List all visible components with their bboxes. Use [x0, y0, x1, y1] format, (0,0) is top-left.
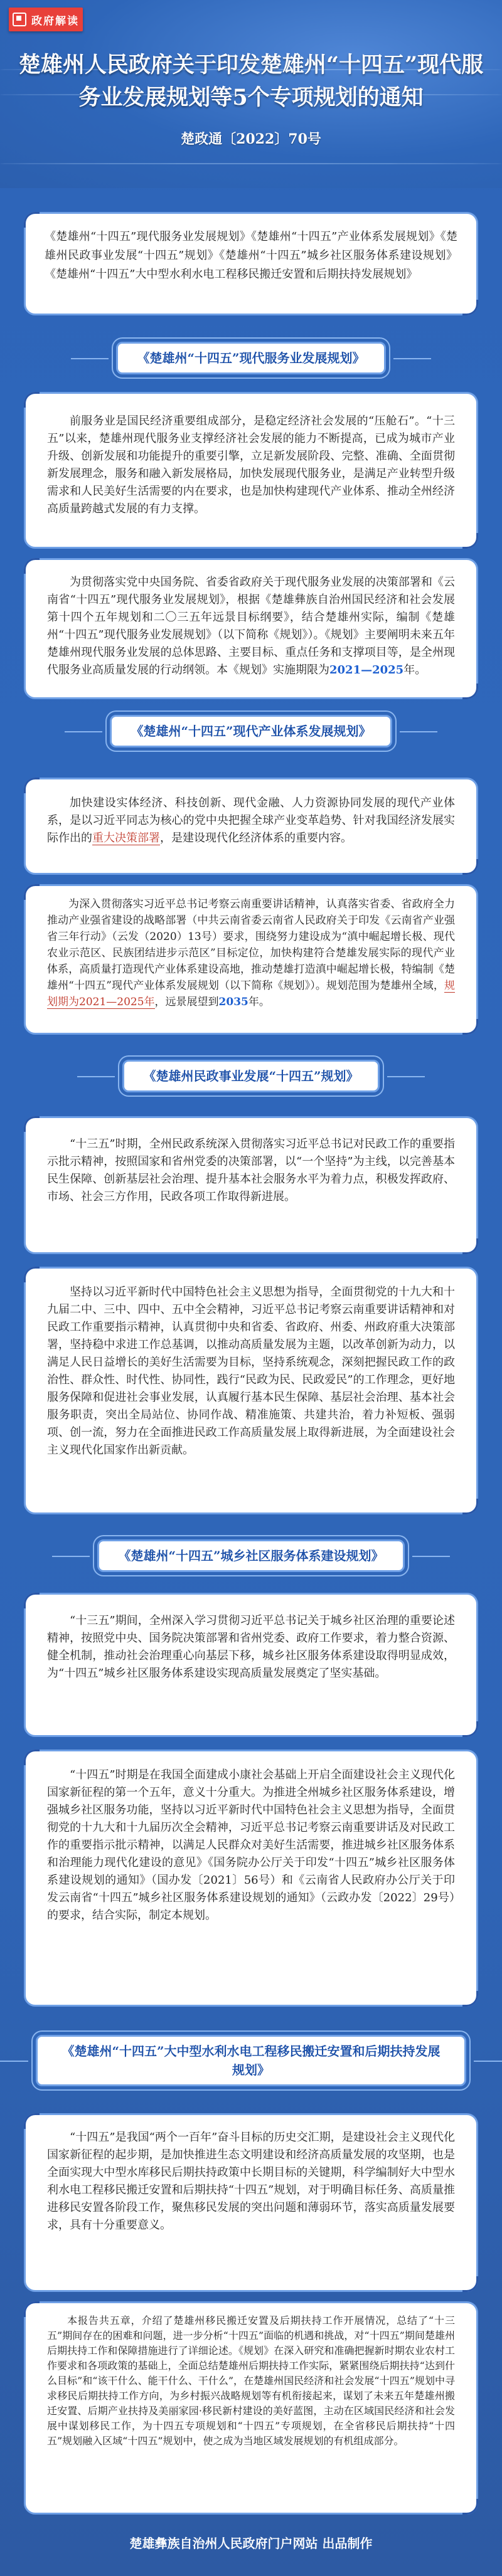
section-4-card-a [24, 1593, 478, 1737]
badge [9, 8, 83, 31]
section-3-card-a [24, 1116, 478, 1254]
document-icon [13, 13, 26, 26]
section-5-para-2: 本报告共五章，介绍了楚雄州移民搬迁安置及后期扶持工作开展情况，总结了“十三五”期间存在的困难和问题，进一步分析“十四五”面临的机遇和挑战，对“十四五”期间楚雄州后期扶持工作和保障措施进行了详细论述。《规划》在深入研究和准确把握新时期农业农村工作要求和各项政策的基础上，全面总结楚雄州后期扶持工作实际，紧紧围绕后期扶持“达到什么目标”和“该干什么、能干什么、干什么”，在楚雄州国民经济和社会发展“十四五”规划中寻求移民后期扶持工作方向，为乡村振兴战略规划等有机衔接起来，谋划了未来五年楚雄州搬迁安置、后期产业扶持及美丽家园·移民新村建设的美好蓝图，主动在区域国民经济和社会发展中谋划移民工作，为十四五专项规划和“十四五”专项规划，在全省移民后期扶持“十四五”规划融入区域“十四五”规划中，使之成为当地区域发展规划的有机组成部分。 [47, 2315, 455, 2447]
section-2-card-a [24, 778, 478, 875]
section-2-card-b [24, 884, 478, 1035]
intro-text: 《楚雄州“十四五”现代服务业发展规划》《楚雄州“十四五”产业体系发展规划》《楚雄州民政事业发展“十四五”规划》《楚雄州“十四五”城乡社区服务体系建设规划》《楚雄州“十四五”大中型水利水电工程移民搬迁安置和后期扶持发展规划》 [45, 230, 457, 281]
section-3-heading-wrap [0, 1060, 502, 1092]
section-3-para-2: 坚持以习近平新时代中国特色社会主义思想为指导，全面贯彻党的十九大和十九届二中、三中、四中、五中全会精神，习近平总书记考察云南重要讲话精神和对民政工作重要指示精神，认真贯彻中央和省委、省政府、州委、州政府重大决策部署，坚持稳中求进工作总基调，以推动高质量发展为主题，以改革创新为动力，以满足人民日益增长的美好生活需要为目标，坚持系统观念，深刻把握民政工作的政治性、群众性、时代性、协同性，践行“民政为民、民政爱民”的工作理念，更好地服务保障和促进社会事业发展，认真履行基本民生保障、基层社会治理、基本社会服务职责，突出全局站位、协同作战、精准施策、共建共治，着力补短板、强弱项、创一流，努力在全面推进民政工作高质量发展上取得新进展，为全面建设社会主义现代化国家作出新贡献。 [47, 1285, 455, 1457]
section-3-para-1: “十三五”时期，全州民政系统深入贯彻落实习近平总书记对民政工作的重要指示批示精神，按照国家和省州党委的决策部署，以“一个坚持”为主线，以完善基本民生保障、创新基层社会治理、提升基本社会服务水平为着力点，积极发挥政府、市场、社会三方作用，民政各项工作取得新进展。 [47, 1138, 455, 1203]
section-1-title: 《楚雄州“十四五”现代服务业发展规划》 [116, 342, 385, 374]
period-highlight: 2021—2025 [329, 663, 404, 677]
doc-number: 楚政通〔2022〕70号 [181, 131, 321, 147]
section-5-card-b [24, 2301, 478, 2515]
badge-label: 政府解读 [31, 14, 79, 28]
section-5-title: 《楚雄州“十四五”大中型水利水电工程移民搬迁安置和后期扶持发展规划》 [36, 2035, 466, 2086]
section-4-para-2: “十四五”时期是在我国全面建成小康社会基础上开启全面建设社会主义现代化国家新征程的第一个五年，意义十分重大。为推进全州城乡社区服务体系建设，增强城乡社区服务功能，坚持以习近平新时代中国特色社会主义思想为指导，全面贯彻党的十九大和十九届历次全会精神，习近平总书记考察云南重要讲话及对民政工作的重要指示批示精神，以满足人民群众对美好生活需要，推进城乡社区服务体系和治理能力现代化建设的意见》《国务院办公厅关于印发“十四五”城乡社区服务体系建设规划的通知》（国办发〔2021〕56号）和《云南省人民政府办公厅关于印发云南省“十四五”城乡社区服务体系建设规划的通知》（云政办发〔2022〕29号）的要求，结合实际，制定本规划。 [47, 1768, 455, 1922]
footer-credit: 楚雄彝族自治州人民政府门户网站 出品制作 [129, 2536, 373, 2551]
section-1-para-1: 前服务业是国民经济重要组成部分，是稳定经济社会发展的“压舱石”。“十三五”以来，楚雄州现代服务业支撑经济社会发展的能力不断提高，已成为城市产业升级、创新发展和功能提升的重要引擎，立足新发展阶段、完整、准确、全面贯彻新发展理念，服务和融入新发展格局，加快发展现代服务业，是满足产业转型升级需求和人民美好生活需要的内在要求，也是加快构建现代产业体系、推动全州经济高质量跨越式发展的有力支撑。 [47, 414, 455, 515]
intro-card [24, 212, 478, 315]
section-5-para-1: “十四五”是我国“两个一百年”奋斗目标的历史交汇期，是建设社会主义现代化国家新征程的起步期，是加快推进生态文明建设和经济高质量发展的攻坚期，也是全面实现大中型水库移民后期扶持政策中长期目标的关键期，科学编制好大中型水利水电工程移民搬迁安置和后期扶持“十四五”规划，对于明确目标任务、高质量推进移民安置各阶段工作，聚焦移民发展的突出问题和薄弱环节，落实高质量发展要求，具有十分重要意义。 [47, 2131, 455, 2232]
section-2-title: 《楚雄州“十四五”现代产业体系发展规划》 [110, 715, 392, 747]
section-1-card-a [24, 392, 478, 549]
section-2-para-2: 为深入贯彻落实习近平总书记考察云南重要讲话精神，认真落实省委、省政府全力推动产业强省建设的战略部署（中共云南省委云南省人民政府关于印发《云南省产业强省三年行动》（云发（2020）13号）要求，围绕努力建设成为“滇中崛起增长极、现代农业示范区、民族团结进步示范区”目标定位，加快构建符合楚雄发展实际的现代产业体系，高质量打造现代产业体系建设高地，推动楚雄打造滇中崛起增长极，特编制《楚雄州“十四五”现代产业体系发展规划（以下简称《规划》）。规划范围为楚雄州全域，规划期为2021—2025年，远景展望到2035年。 [47, 898, 455, 1008]
section-3-card-b [24, 1267, 478, 1514]
section-4-card-b [24, 1750, 478, 2007]
page-title: 楚雄州人民政府关于印发楚雄州“十四五”现代服务业发展规划等5个专项规划的通知 [18, 52, 484, 110]
section-1-heading-wrap [0, 342, 502, 374]
section-3-title: 《楚雄州民政事业发展“十四五”规划》 [122, 1060, 379, 1092]
emphasis-decision: 重大决策部署 [92, 831, 160, 845]
section-2-para-1: 加快建设实体经济、科技创新、现代金融、人力资源协同发展的现代产业体系，是以习近平同志为核心的党中央把握全球产业变革趋势、针对我国经济发展实际作出的重大决策部署，是建设现代化经济体系的重要内容。 [47, 796, 455, 845]
section-1-para-2: 为贯彻落实党中央国务院、省委省政府关于现代服务业发展的决策部署和《云南省“十四五”现代服务业发展规划》，根据《楚雄彝族自治州国民经济和社会发展第十四个五年规划和二〇三五年远景目标纲要》，结合楚雄州实际，编制《楚雄州“十四五”现代服务业发展规划》（以下简称《规划》）。《规划》主要阐明未来五年楚雄州现代服务业发展的总体思路、主要目标、重点任务和支撑项目等，是全州现代服务业高质量发展的行动纲领。本《规划》实施期限为2021—2025年。 [47, 576, 455, 677]
period-highlight-2: 规划期为2021—2025年 [47, 979, 455, 1008]
section-4-heading-wrap [0, 1539, 502, 1572]
section-2-heading-wrap [0, 715, 502, 747]
year-highlight: 2035 [218, 996, 248, 1008]
section-4-title: 《楚雄州“十四五”城乡社区服务体系建设规划》 [97, 1539, 404, 1572]
section-5-heading-wrap [0, 2035, 502, 2086]
section-5-card-a [24, 2113, 478, 2292]
section-4-para-1: “十三五”期间，全州深入学习贯彻习近平总书记关于城乡社区治理的重要论述精神，按照党中央、国务院决策部署和省州党委、政府工作要求，着力整合资源、健全机制，推动社会治理重心向基层下移，城乡社区服务体系建设取得明显成效，为“十四五”城乡社区服务体系建设实现高质量发展奠定了坚实基础。 [47, 1614, 455, 1680]
section-1-card-b [24, 558, 478, 699]
